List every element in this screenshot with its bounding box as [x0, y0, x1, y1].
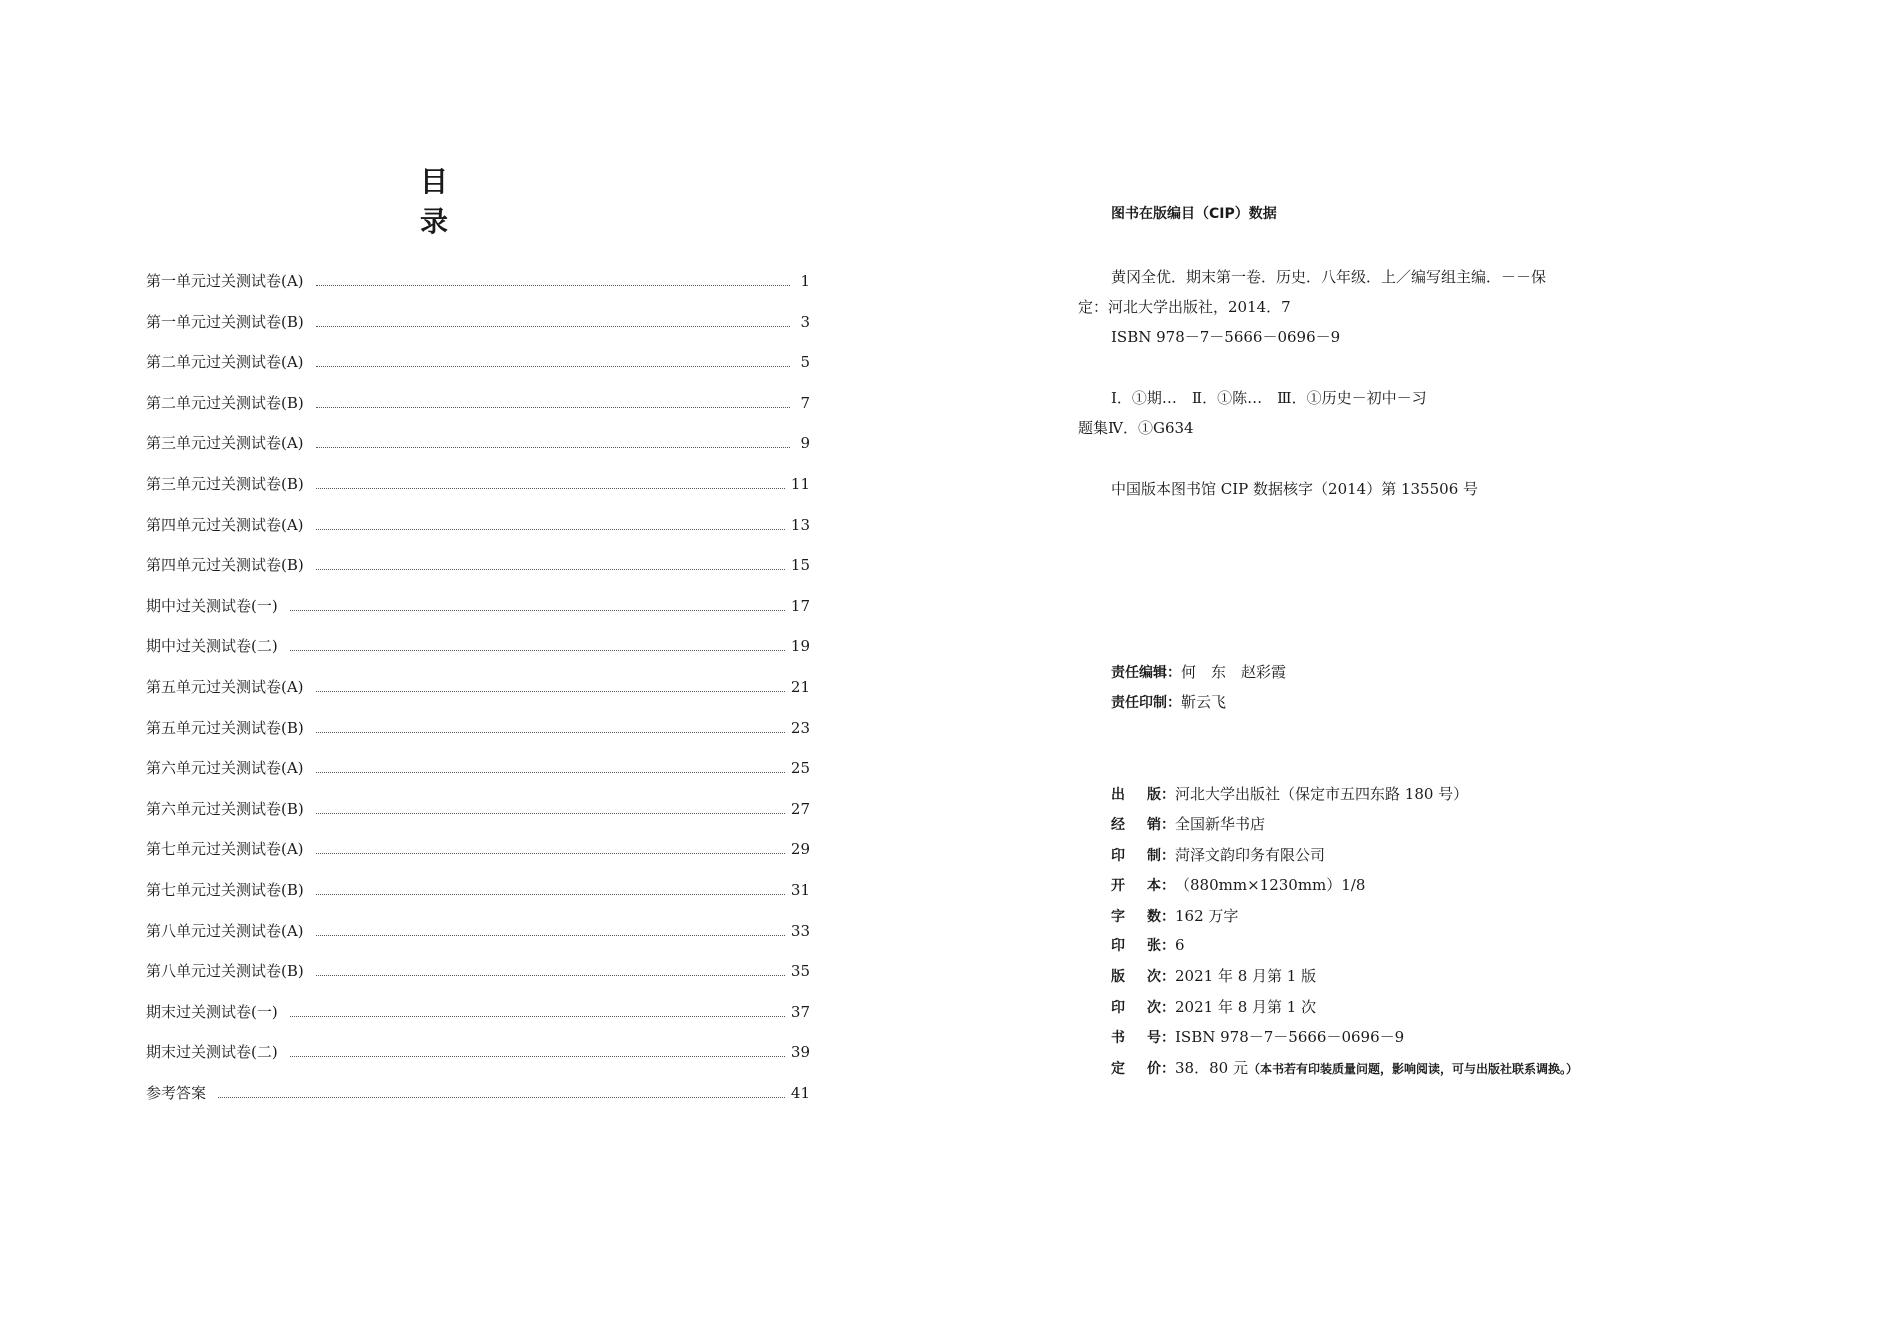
- toc-entry-page: 27: [790, 799, 810, 818]
- toc-entry: [146, 879, 810, 920]
- publication-key-char-1: 印: [1111, 938, 1125, 954]
- responsible-editor-value: 何 东 赵彩霞: [1181, 663, 1287, 681]
- toc-entry-page: 35: [790, 962, 810, 981]
- responsible-printing-value: 靳云飞: [1181, 693, 1227, 711]
- toc-entry-label: 第一单元过关测试卷(A): [146, 272, 304, 290]
- toc-leader-dots: [316, 285, 790, 286]
- publication-key: [1111, 997, 1161, 1017]
- publication-key-char-2: 号: [1147, 1030, 1161, 1047]
- toc-entry-page: 17: [790, 596, 810, 615]
- toc-entry-label: 第四单元过关测试卷(B): [146, 556, 304, 575]
- publication-key: [1111, 966, 1161, 986]
- responsible-editor-label: 责任编辑：: [1111, 665, 1181, 681]
- cip-record-number: 中国版本图书馆 CIP 数据核字（2014）第 135506 号: [1111, 480, 1479, 498]
- toc-leader-dots: [316, 772, 785, 773]
- toc-entry-page: 33: [790, 921, 810, 940]
- publication-row: [1111, 1026, 1404, 1047]
- toc-entry: [146, 757, 810, 798]
- cip-line-1: 黄冈全优．期末第一卷．历史．八年级．上／编写组主编．－－保: [1111, 268, 1547, 286]
- toc-entry-page: 21: [790, 677, 810, 696]
- toc-leader-dots: [316, 326, 790, 327]
- publication-key-char-1: 版: [1111, 969, 1125, 986]
- toc-entry-label: 参考答案: [146, 1083, 207, 1102]
- toc-leader-dots: [218, 1097, 785, 1098]
- publication-value: （880mm×1230mm）1/8: [1175, 876, 1366, 895]
- toc-entry: [146, 1041, 810, 1082]
- toc-entry: [146, 514, 810, 555]
- publication-key-char-1: 书: [1111, 1030, 1125, 1047]
- publication-row: [1111, 935, 1185, 955]
- toc-leader-dots: [290, 650, 785, 651]
- publication-row: [1111, 905, 1238, 926]
- toc-entry-label: 第三单元过关测试卷(A): [146, 434, 304, 453]
- toc-leader-dots: [316, 813, 785, 814]
- toc-leader-dots: [316, 732, 785, 733]
- toc-entry: [146, 432, 810, 473]
- toc-entry-label: 第二单元过关测试卷(A): [146, 353, 304, 372]
- toc-leader-dots: [290, 610, 785, 611]
- responsible-printing: [1111, 691, 1226, 712]
- publication-colon: ：: [1161, 787, 1175, 803]
- publication-colon: ：: [1161, 908, 1175, 925]
- toc-entry-page: 29: [790, 840, 810, 859]
- publication-key: [1111, 1058, 1161, 1078]
- toc-entry-page: 23: [790, 718, 810, 737]
- toc-list: [146, 270, 810, 1122]
- publication-key: [1111, 875, 1161, 895]
- publication-value: 6: [1175, 936, 1185, 954]
- toc-leader-dots: [316, 569, 785, 570]
- cip-isbn: ISBN 978－7－5666－0696－9: [1111, 328, 1341, 346]
- publication-key-char-2: 本: [1147, 878, 1161, 895]
- toc-leader-dots: [316, 366, 790, 367]
- toc-entry-label: 第六单元过关测试卷(A): [146, 759, 304, 778]
- publication-key-char-1: 出: [1111, 787, 1125, 803]
- toc-leader-dots: [316, 935, 785, 936]
- cip-heading: 图书在版编目（CIP）数据: [1111, 206, 1277, 222]
- publication-colon: ：: [1161, 999, 1175, 1016]
- toc-title: 目 录: [420, 165, 557, 238]
- toc-entry: [146, 635, 810, 676]
- toc-entry-label: 第三单元过关测试卷(B): [146, 474, 304, 493]
- toc-entry-label: 第八单元过关测试卷(B): [146, 962, 304, 981]
- toc-entry-page: 41: [790, 1083, 810, 1102]
- publication-key-char-1: 开: [1111, 878, 1125, 895]
- publication-colon: ：: [1161, 1060, 1175, 1077]
- publication-value: 2021 年 8 月第 1 次: [1175, 997, 1317, 1016]
- publication-key-char-2: 数: [1147, 908, 1161, 925]
- toc-entry-page: 39: [790, 1043, 810, 1062]
- publication-value: 全国新华书店: [1175, 815, 1266, 834]
- toc-entry-page: 31: [790, 880, 810, 899]
- toc-leader-dots: [290, 1016, 785, 1017]
- publication-row: [1111, 783, 1468, 804]
- publication-key: [1111, 906, 1161, 926]
- toc-entry: [146, 920, 810, 961]
- toc-entry: [146, 838, 810, 879]
- toc-entry-page: 3: [800, 312, 810, 331]
- toc-entry-page: 37: [790, 1002, 810, 1021]
- responsible-editor: [1111, 661, 1286, 682]
- toc-entry: [146, 392, 810, 433]
- toc-entry-label: 第七单元过关测试卷(B): [146, 880, 304, 899]
- toc-entry-label: 第二单元过关测试卷(B): [146, 393, 304, 412]
- toc-leader-dots: [316, 407, 790, 408]
- publication-row: [1111, 844, 1325, 865]
- toc-entry: [146, 717, 810, 758]
- publication-key-char-1: 印: [1111, 847, 1125, 864]
- toc-leader-dots: [316, 529, 785, 530]
- toc-entry: [146, 311, 810, 352]
- publication-row: [1111, 813, 1265, 834]
- publication-colon: ：: [1161, 969, 1175, 986]
- toc-entry: [146, 595, 810, 636]
- toc-entry-label: 第八单元过关测试卷(A): [146, 921, 304, 940]
- toc-entry-page: 19: [790, 637, 810, 656]
- toc-entry-page: 5: [800, 353, 810, 372]
- toc-entry-label: 期中过关测试卷(一): [146, 596, 278, 615]
- toc-entry: [146, 1082, 810, 1123]
- toc-entry-label: 第一单元过关测试卷(B): [146, 312, 304, 331]
- publication-key: [1111, 935, 1161, 955]
- toc-entry-label: 第四单元过关测试卷(A): [146, 515, 304, 534]
- toc-leader-dots: [290, 1056, 785, 1057]
- toc-entry-page: 9: [800, 434, 810, 453]
- publication-colon: ：: [1161, 938, 1175, 954]
- publication-key-char-1: 经: [1111, 817, 1125, 834]
- toc-leader-dots: [316, 894, 785, 895]
- publication-row: [1111, 874, 1365, 895]
- publication-value: 菏泽文韵印务有限公司: [1175, 845, 1326, 864]
- cip-class-line-1: Ⅰ．①期… Ⅱ．①陈… Ⅲ．①历史－初中－习: [1111, 389, 1427, 407]
- publication-note: （本书若有印装质量问题，影响阅读，可与出版社联系调换。）: [1247, 1061, 1578, 1076]
- toc-entry: [146, 1001, 810, 1042]
- publication-colon: ：: [1161, 878, 1175, 895]
- toc-entry: [146, 960, 810, 1001]
- publication-row: [1111, 965, 1316, 986]
- toc-leader-dots: [316, 853, 785, 854]
- publication-key-char-1: 定: [1111, 1060, 1125, 1077]
- toc-entry: [146, 676, 810, 717]
- toc-entry-label: 第七单元过关测试卷(A): [146, 840, 304, 859]
- toc-entry-label: 第五单元过关测试卷(B): [146, 718, 304, 737]
- toc-entry-label: 期末过关测试卷(二): [146, 1043, 278, 1062]
- toc-entry-label: 第六单元过关测试卷(B): [146, 799, 304, 818]
- toc-entry-page: 11: [790, 474, 810, 493]
- cip-line-2: 定：河北大学出版社，2014．7: [1078, 298, 1291, 316]
- toc-entry-label: 期中过关测试卷(二): [146, 637, 278, 656]
- publication-value: 河北大学出版社（保定市五四东路 180 号）: [1175, 785, 1469, 803]
- publication-value: 162 万字: [1175, 906, 1239, 925]
- toc-entry-page: 13: [790, 515, 810, 534]
- publication-colon: ：: [1161, 1030, 1175, 1047]
- toc-entry: [146, 554, 810, 595]
- publication-key-char-1: 字: [1111, 908, 1125, 925]
- toc-entry: [146, 473, 810, 514]
- toc-entry-label: 期末过关测试卷(一): [146, 1002, 278, 1021]
- toc-leader-dots: [316, 975, 785, 976]
- publication-key-char-2: 制: [1147, 847, 1161, 864]
- toc-entry: [146, 270, 810, 311]
- toc-entry-label: 第五单元过关测试卷(A): [146, 677, 304, 696]
- publication-key: [1111, 1027, 1161, 1047]
- responsible-printing-label: 责任印制：: [1111, 695, 1181, 711]
- toc-entry: [146, 351, 810, 392]
- cip-class-line-2: 题集Ⅳ．①G634: [1078, 419, 1194, 437]
- publication-value: 38．80 元: [1175, 1058, 1248, 1077]
- toc-entry-page: 1: [800, 272, 810, 290]
- publication-row: [1111, 1057, 1578, 1078]
- publication-row: [1111, 996, 1316, 1017]
- publication-key-char-2: 次: [1147, 969, 1161, 986]
- toc-leader-dots: [316, 447, 790, 448]
- publication-key: [1111, 784, 1161, 804]
- toc-leader-dots: [316, 691, 785, 692]
- toc-entry-page: 15: [790, 556, 810, 575]
- publication-key-char-2: 销: [1147, 817, 1161, 834]
- publication-colon: ：: [1161, 847, 1175, 864]
- publication-value: 2021 年 8 月第 1 版: [1175, 967, 1317, 986]
- publication-colon: ：: [1161, 817, 1175, 834]
- toc-leader-dots: [316, 488, 785, 489]
- publication-key-char-2: 版: [1147, 787, 1161, 803]
- publication-key: [1111, 814, 1161, 834]
- publication-key-char-2: 张: [1147, 938, 1161, 954]
- toc-entry-page: 7: [800, 393, 810, 412]
- publication-key-char-2: 价: [1147, 1060, 1161, 1077]
- toc-entry-page: 25: [790, 759, 810, 778]
- publication-key-char-2: 次: [1147, 999, 1161, 1016]
- toc-entry: [146, 798, 810, 839]
- publication-key-char-1: 印: [1111, 999, 1125, 1016]
- publication-key: [1111, 845, 1161, 865]
- publication-value: ISBN 978－7－5666－0696－9: [1175, 1028, 1405, 1047]
